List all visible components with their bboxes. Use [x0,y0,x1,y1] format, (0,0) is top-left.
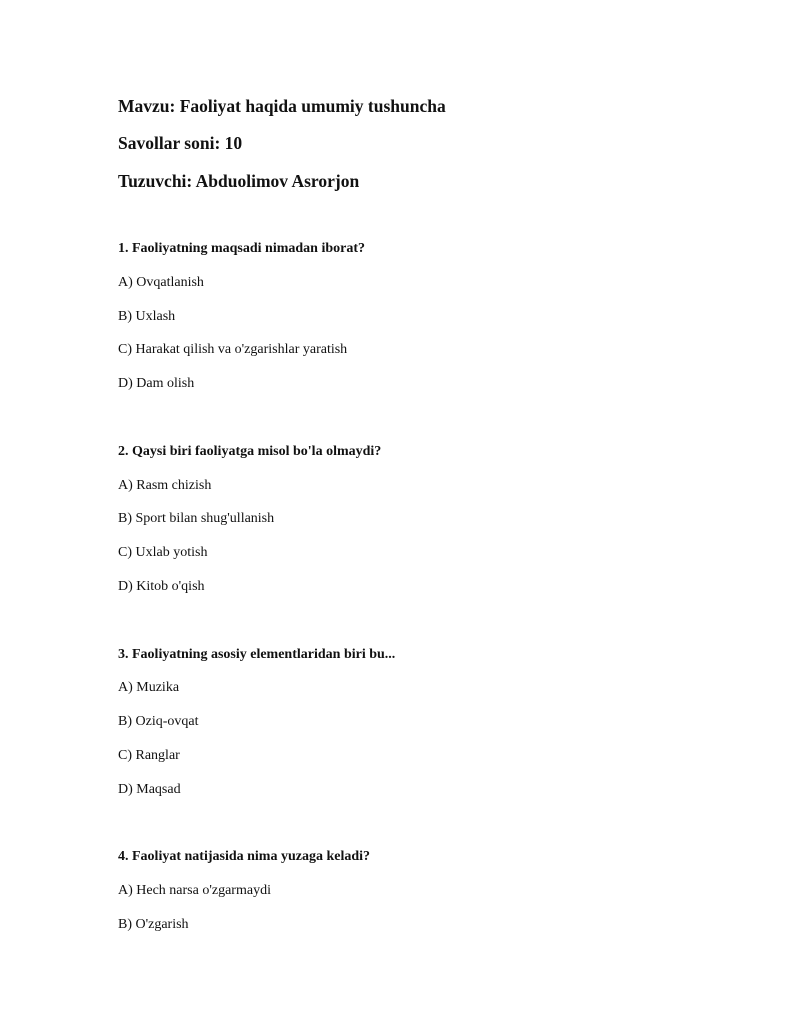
question-2-option-b: B) Sport bilan shug'ullanish [118,511,275,526]
question-3-option-c: C) Ranglar [118,748,180,763]
question-1-option-b: B) Uxlash [118,309,176,324]
author-line: Tuzuvchi: Abduolimov Asrorjon [118,171,360,191]
question-2: 2. Qaysi biri faoliyatga misol bo'la olmaydi? [118,444,382,459]
question-3-option-d: D) Maqsad [118,782,181,797]
question-1-option-d: D) Dam olish [118,376,195,391]
question-1: 1. Faoliyatning maqsadi nimadan iborat? [118,241,365,256]
question-2-option-c: C) Uxlab yotish [118,545,208,560]
question-1-option-c: C) Harakat qilish va o'zgarishlar yaratish [118,342,348,357]
question-4-option-b: B) O'zgarish [118,917,189,932]
question-1-option-a: A) Ovqatlanish [118,275,204,290]
question-4: 4. Faoliyat natijasida nima yuzaga keladi? [118,849,371,864]
question-3: 3. Faoliyatning asosiy elementlaridan biri bu... [118,647,396,662]
question-3-option-a: A) Muzika [118,680,180,695]
topic-heading: Mavzu: Faoliyat haqida umumiy tushuncha [118,96,446,116]
question-3-option-b: B) Oziq-ovqat [118,714,199,729]
question-4-option-a: A) Hech narsa o'zgarmaydi [118,883,271,898]
question-2-option-a: A) Rasm chizish [118,478,212,493]
question-count: Savollar soni: 10 [118,133,243,153]
question-2-option-d: D) Kitob o'qish [118,579,205,594]
